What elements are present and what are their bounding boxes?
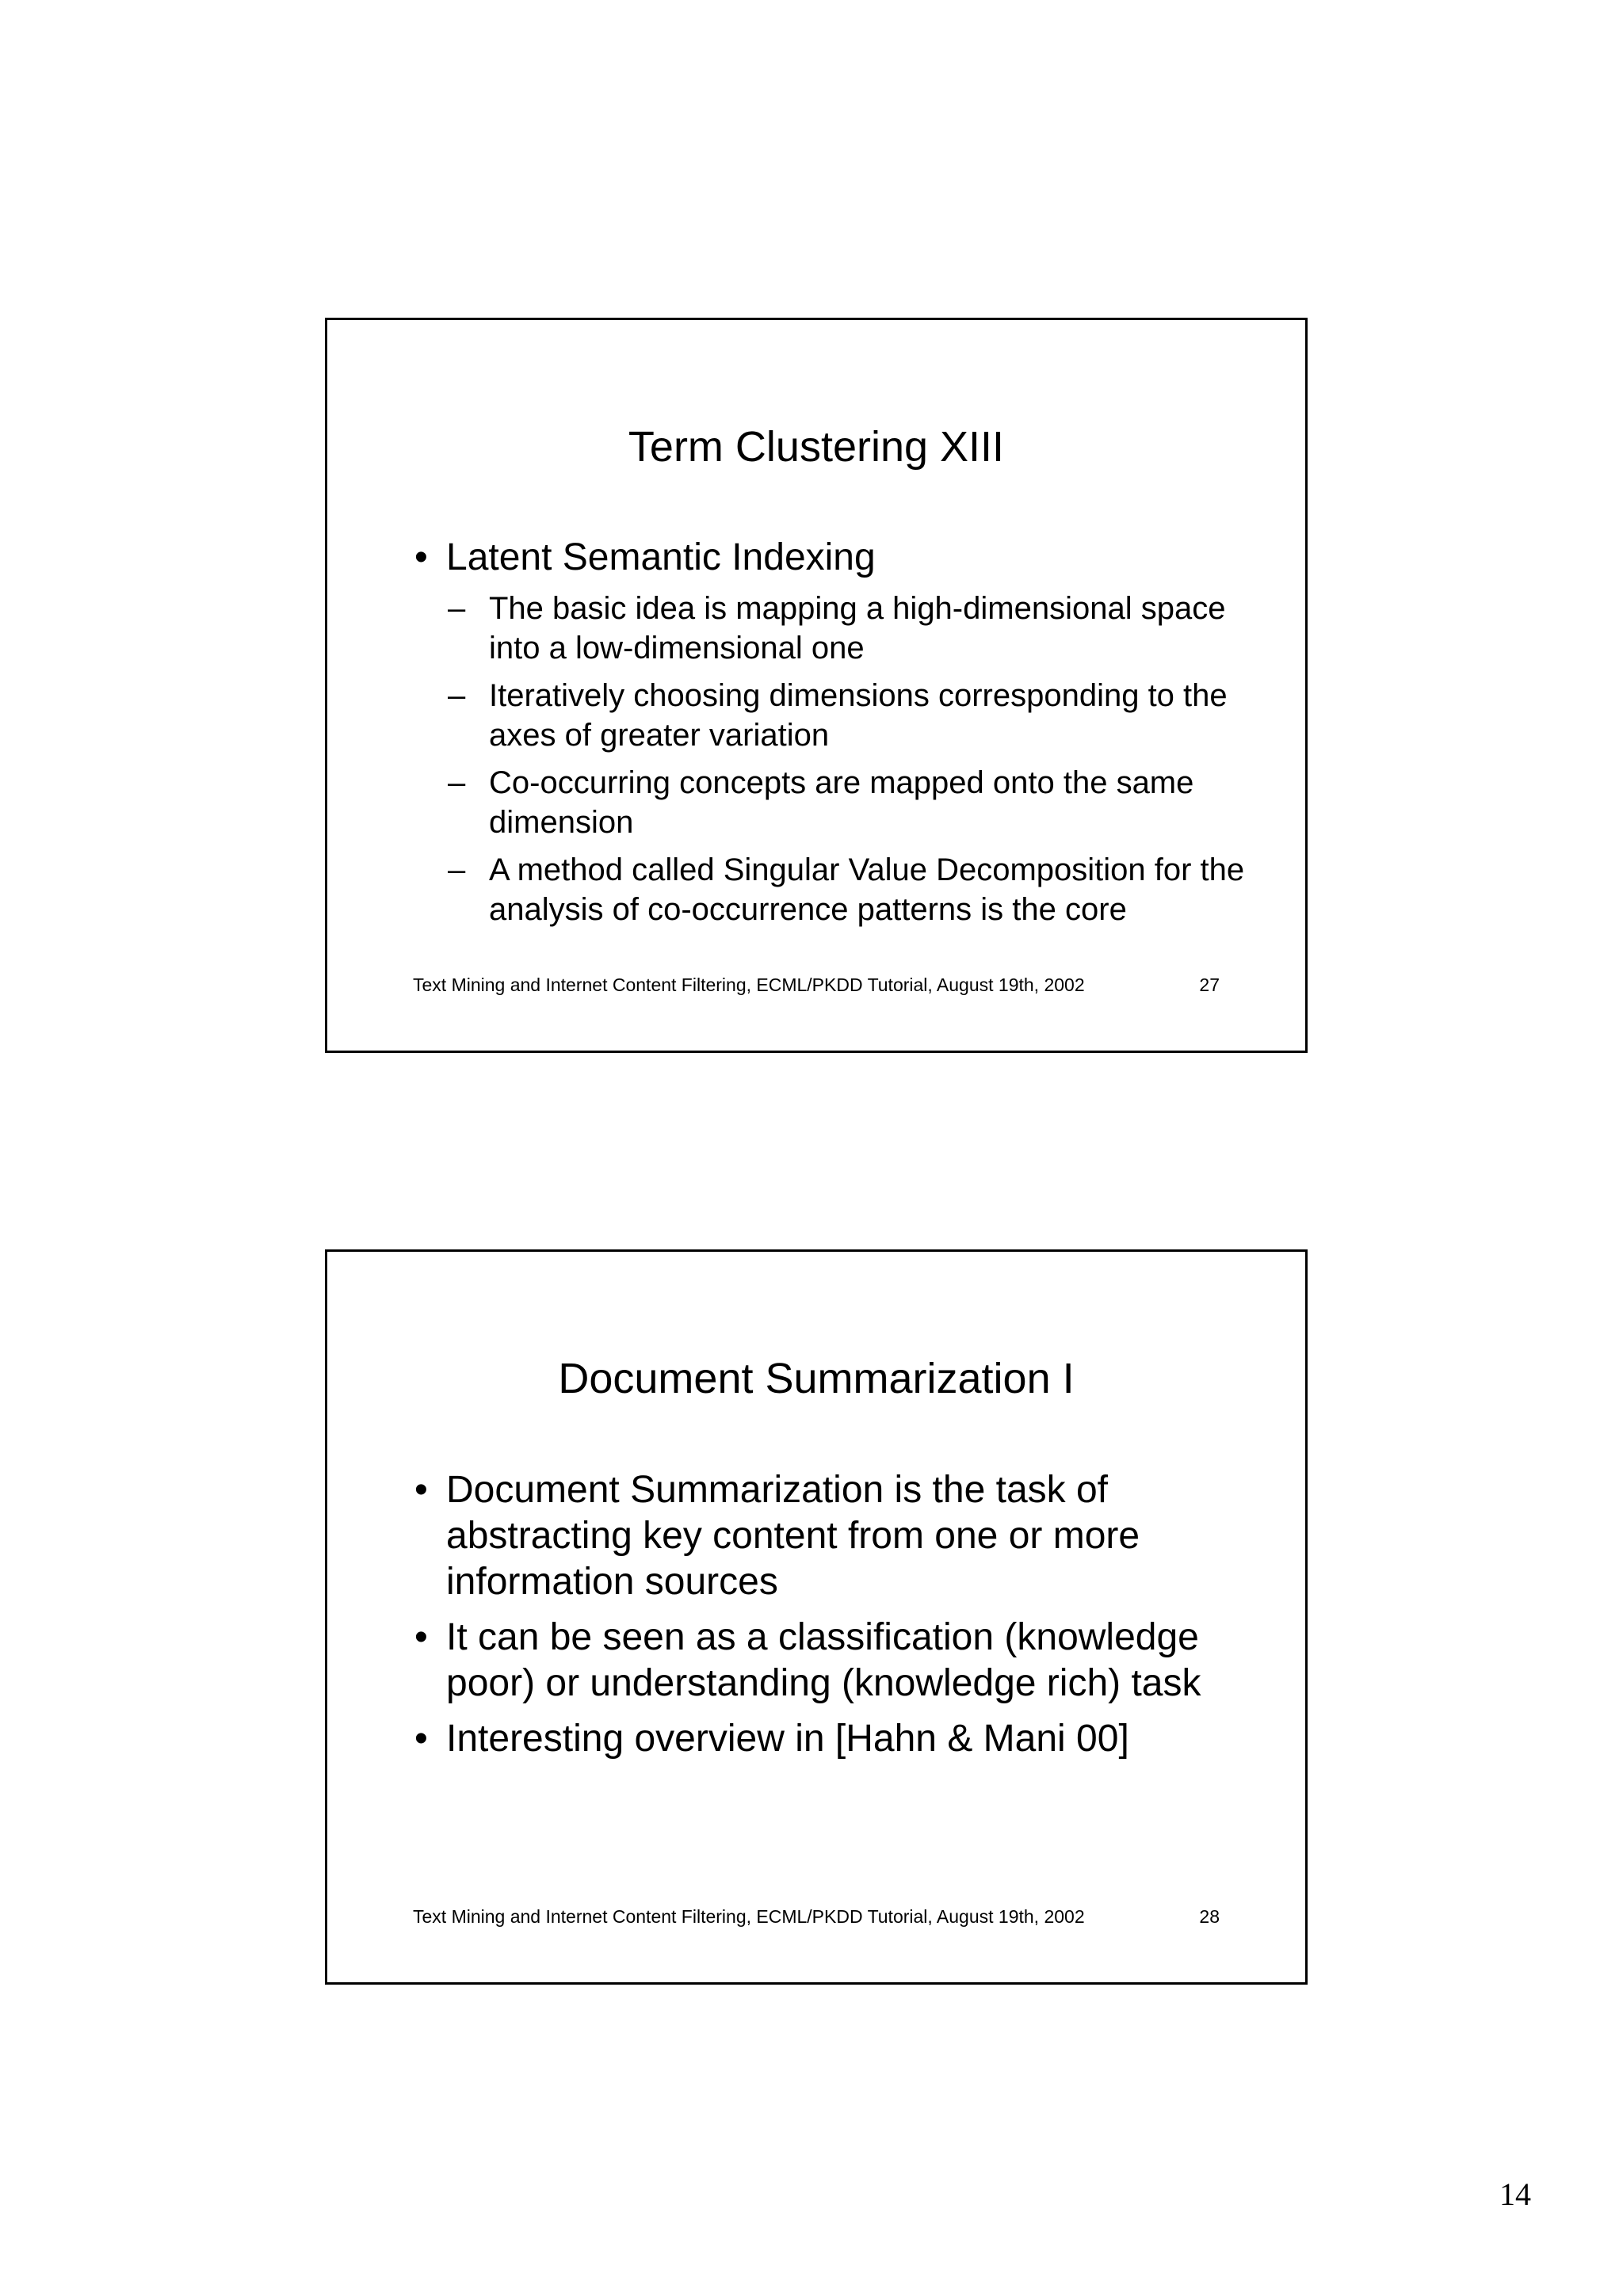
bullet-text: Interesting overview in [Hahn & Mani 00] — [446, 1718, 1129, 1760]
sub-bullet-item — [407, 676, 1262, 755]
dash-icon: – — [448, 765, 466, 800]
slide-footer: Text Mining and Internet Content Filtering, ECML/PKDD Tutorial, August 19th, 2002 — [413, 974, 1085, 995]
dash-icon: – — [448, 852, 466, 887]
slide-number: 27 — [1199, 974, 1220, 995]
slide-document-summarization — [325, 1249, 1308, 1985]
slide-title: Document Summarization I — [558, 1355, 1075, 1402]
bullet-item — [407, 535, 1262, 581]
slide-term-clustering — [325, 318, 1308, 1053]
page-number: 14 — [1499, 2176, 1531, 2212]
bullet-item — [407, 1467, 1262, 1605]
bullet-item — [407, 1716, 1262, 1762]
sub-bullet-text: The basic idea is mapping a high-dimensional space into a low-dimensional one — [489, 591, 1226, 666]
sub-bullet-item — [407, 850, 1262, 929]
bullet-text: It can be seen as a classification (knowledge poor) or understanding (knowledge rich) task — [446, 1616, 1201, 1704]
sub-bullet-text: A method called Singular Value Decomposition for the analysis of co-occurrence patterns is the core — [489, 852, 1245, 927]
sub-bullet-item — [407, 763, 1262, 842]
bullet-text: Document Summarization is the task of abstracting key content from one or more information sources — [446, 1469, 1140, 1603]
bullet-list — [407, 535, 1262, 929]
slide-number: 28 — [1199, 1906, 1220, 1927]
bullet-dot-icon: • — [414, 1718, 428, 1760]
dash-icon: – — [448, 591, 466, 626]
sub-bullet-list — [407, 589, 1262, 929]
slide-footer: Text Mining and Internet Content Filtering, ECML/PKDD Tutorial, August 19th, 2002 — [413, 1906, 1085, 1927]
slide-title: Term Clustering XIII — [628, 423, 1005, 471]
bullet-list — [407, 1467, 1262, 1772]
bullet-dot-icon: • — [414, 536, 428, 578]
bullet-text: Latent Semantic Indexing — [446, 536, 876, 578]
sub-bullet-item — [407, 589, 1262, 668]
bullet-item — [407, 1615, 1262, 1707]
sub-bullet-text: Co-occurring concepts are mapped onto the same dimension — [489, 765, 1194, 840]
sub-bullet-text: Iteratively choosing dimensions corresponding to the axes of greater variation — [489, 678, 1228, 753]
bullet-dot-icon: • — [414, 1616, 428, 1658]
dash-icon: – — [448, 678, 466, 713]
bullet-dot-icon: • — [414, 1469, 428, 1511]
